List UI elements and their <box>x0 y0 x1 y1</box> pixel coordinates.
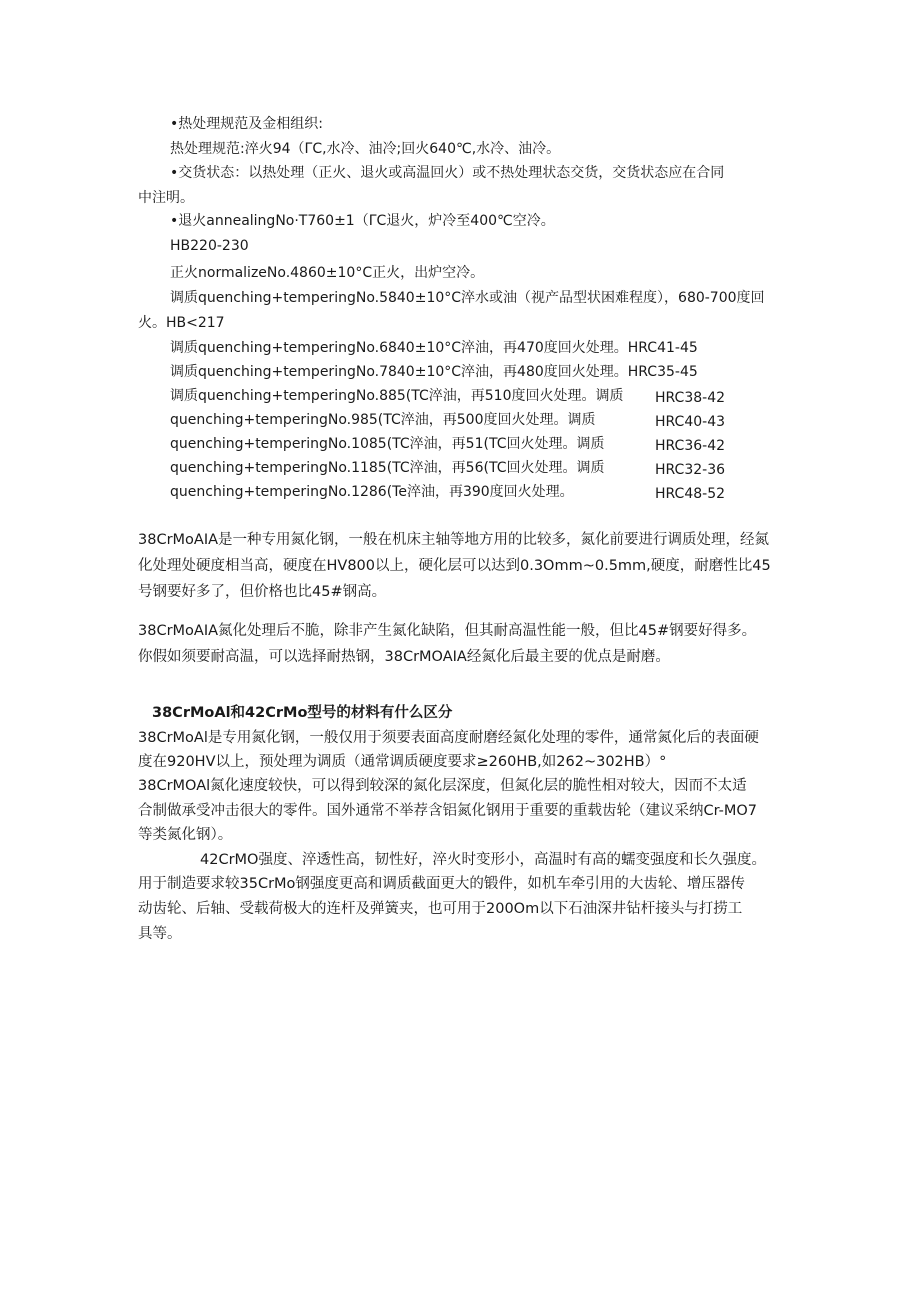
spec-row-hardness: HRC40-43 <box>655 414 726 430</box>
spec-row-hardness: HRC48-52 <box>655 486 726 502</box>
text-line: 中注明。 <box>138 190 194 206</box>
text-line: 用于制造要求较35CrMo钢强度更高和调质截面更大的锻件，如机车牵引用的大齿轮、增压器传 <box>138 876 745 892</box>
text-line: 度在920HV以上，预处理为调质（通常调质硬度要求≥260HB,如262~302HB）° <box>138 754 667 770</box>
spec-row-hardness: HRC36-42 <box>655 438 726 454</box>
text-line: 具等。 <box>138 926 182 942</box>
text-line: 等类氮化钢）。 <box>138 827 233 843</box>
spec-row-text: quenching+temperingNo.985(TC淬油，再500度回火处理。调质 <box>170 412 596 428</box>
text-line: 合制做承受冲击很大的零件。国外通常不举荐含铝氮化钢用于重要的重载齿轮（建议采纳Cr-MO7 <box>138 803 758 819</box>
text-line: 42CrMO强度、淬透性高，韧性好，淬火时变形小，高温时有高的蠕变强度和长久强度。 <box>200 852 766 868</box>
text-line: •退火annealingNo·T760±1（ΓC退火，炉冷至400℃空冷。 <box>170 213 555 229</box>
text-line: 38CrMoAIA氮化处理后不脆，除非产生氮化缺陷，但其耐高温性能一般，但比45#钢要好得多。 <box>138 623 757 639</box>
text-line: 号钢要好多了，但价格也比45#钢高。 <box>138 584 387 600</box>
spec-row-text: quenching+temperingNo.1085(TC淬油，再51(TC回火处理。调质 <box>170 436 605 452</box>
text-line: 化处理处硬度相当高，硬度在HV800以上，硬化层可以达到0.3Omm~0.5mm,硬度，耐磨性比45 <box>138 558 771 574</box>
text-line: •交货状态：以热处理（正火、退火或高温回火）或不热处理状态交货，交货状态应在合同 <box>170 165 725 181</box>
spec-row-hardness: HRC32-36 <box>655 462 726 478</box>
text-line: 动齿轮、后轴、受载荷极大的连杆及弹簧夹，也可用于200Om以下石油深井钻杆接头与打捞工 <box>138 901 743 917</box>
section-heading: 38CrMoAl和42CrMo型号的材料有什么区分 <box>152 705 453 721</box>
text-line: 38CrMoAl是专用氮化钢，一般仅用于须要表面高度耐磨经氮化处理的零件，通常氮化后的表面硬 <box>138 730 759 746</box>
text-line: 火。HB<217 <box>138 315 225 331</box>
text-line: 正火normalizeNo.4860±10°C正火，出炉空冷。 <box>170 265 485 281</box>
text-line: 调质quenching+temperingNo.7840±10°C淬油，再480度回火处理。HRC35-45 <box>170 364 698 380</box>
text-line: 调质quenching+temperingNo.6840±10°C淬油，再470度回火处理。HRC41-45 <box>170 340 698 356</box>
text-line: •热处理规范及金相组织: <box>170 116 323 132</box>
spec-row-hardness: HRC38-42 <box>655 390 726 406</box>
text-line: 38CrMOAl氮化速度较快，可以得到较深的氮化层深度，但氮化层的脆性相对较大，因而不太适 <box>138 778 747 794</box>
text-line: 调质quenching+temperingNo.5840±10°C淬水或油（视产品型状困难程度），680-700度回 <box>170 290 765 306</box>
text-line: 热处理规范:淬火94（ΓC,水冷、油冷;回火640℃,水冷、油冷。 <box>170 141 561 157</box>
text-line: 你假如须要耐高温，可以选择耐热钢，38CrMOAIA经氮化后最主要的优点是耐磨。 <box>138 649 670 665</box>
spec-row-text: quenching+temperingNo.1286(Te淬油，再390度回火处理。 <box>170 484 574 500</box>
spec-row-text: quenching+temperingNo.1185(TC淬油，再56(TC回火处理。调质 <box>170 460 605 476</box>
text-line: 38CrMoAIA是一种专用氮化钢，一般在机床主轴等地方用的比较多，氮化前要进行调质处理，经氮 <box>138 532 770 548</box>
spec-row-text: 调质quenching+temperingNo.885(TC淬油，再510度回火处理。调质 <box>170 388 624 404</box>
text-line: HB220-230 <box>170 238 249 254</box>
